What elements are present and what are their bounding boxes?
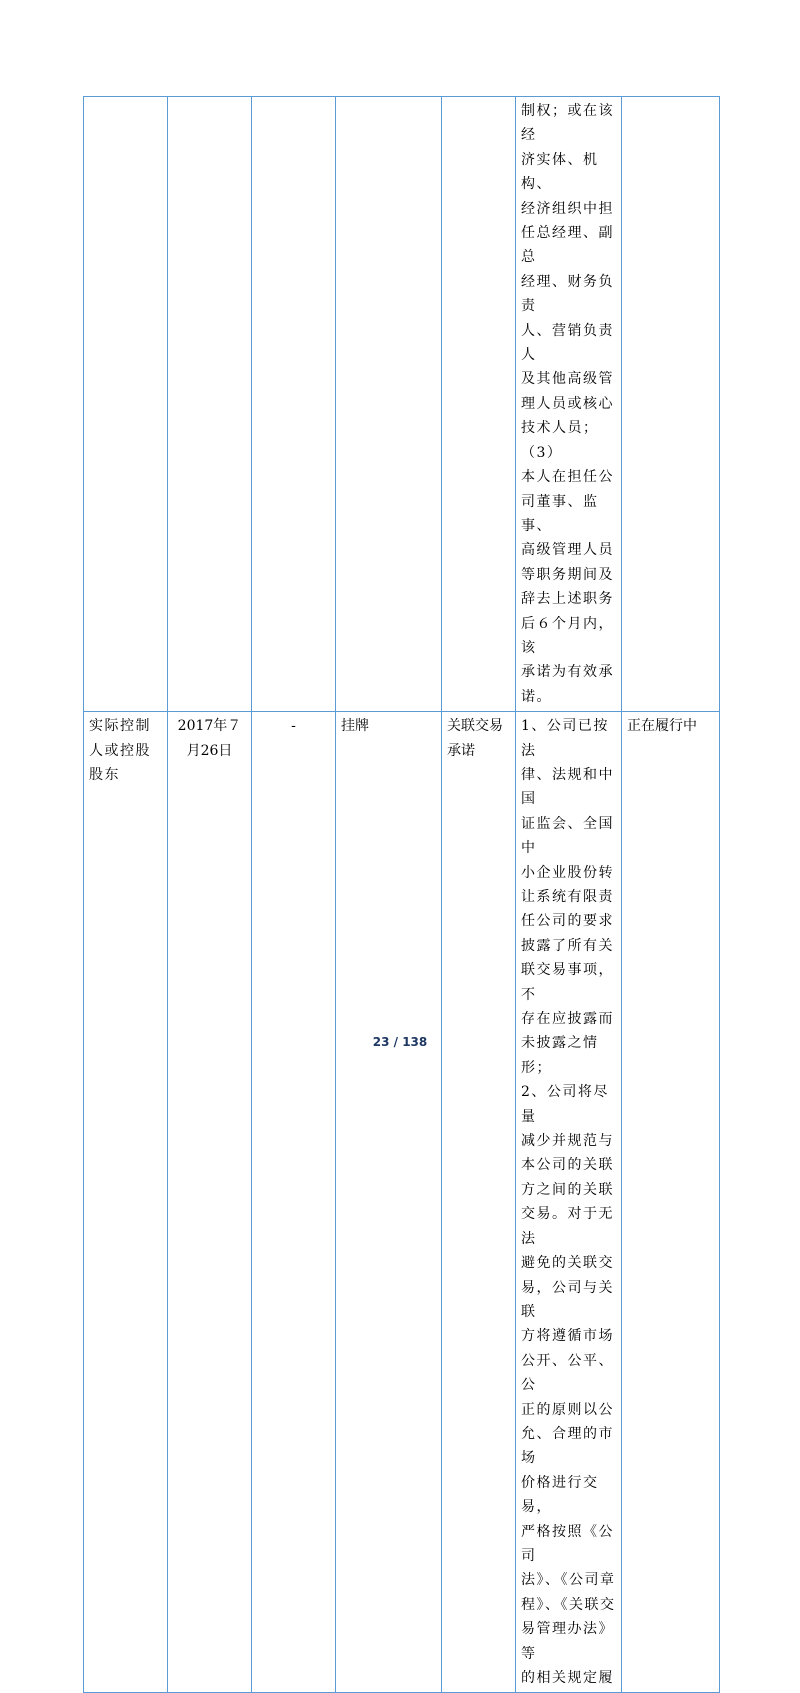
cell-content: 1、公司已按法 律、法规和中国 证监会、全国中 小企业股份转 让系统有限责 任公司的要求 披露了所有关 联交易事项，不 存在应披露而 未披露之情形； 2、公司将尽量 减少并规范与 本公司的关联 方之间的关联 交易。对于无法 避免的关联交 易，公司与关联 方将遵循市场 公开、公平、公 正的原则以公 允、合理的市场 价格进行交易， 严格按照《公司 法》、《公司章 程》、《关联交 易管理办法》等 的相关规定履 bbox=[516, 712, 622, 1693]
cell-date bbox=[168, 97, 252, 712]
cell-status: 正在履行中 bbox=[622, 712, 720, 1693]
cell-status bbox=[622, 97, 720, 712]
cell-source: 挂牌 bbox=[336, 712, 442, 1693]
commitments-table bbox=[83, 96, 720, 1693]
page-number: 23 / 138 bbox=[372, 1035, 428, 1049]
cell-subject bbox=[84, 97, 168, 712]
cell-content: 制权；或在该经 济实体、机构、 经济组织中担 任总经理、副总 经理、财务负责 人、营销负责人 及其他高级管 理人员或核心 技术人员；（3） 本人在担任公 司董事、监事、 高级管理人员 等职务期间及 辞去上述职务 后６个月内，该 承诺为有效承 诺。 bbox=[516, 97, 622, 712]
table-row bbox=[84, 712, 720, 1693]
cell-subject: 实际控制 人或控股 股东 bbox=[84, 712, 168, 1693]
cell-end-date: - bbox=[252, 712, 336, 1693]
cell-date: 2017年７ 月26日 bbox=[168, 712, 252, 1693]
cell-end-date bbox=[252, 97, 336, 712]
table-row bbox=[84, 97, 720, 712]
cell-type bbox=[442, 97, 516, 712]
cell-type: 关联交易 承诺 bbox=[442, 712, 516, 1693]
cell-source bbox=[336, 97, 442, 712]
